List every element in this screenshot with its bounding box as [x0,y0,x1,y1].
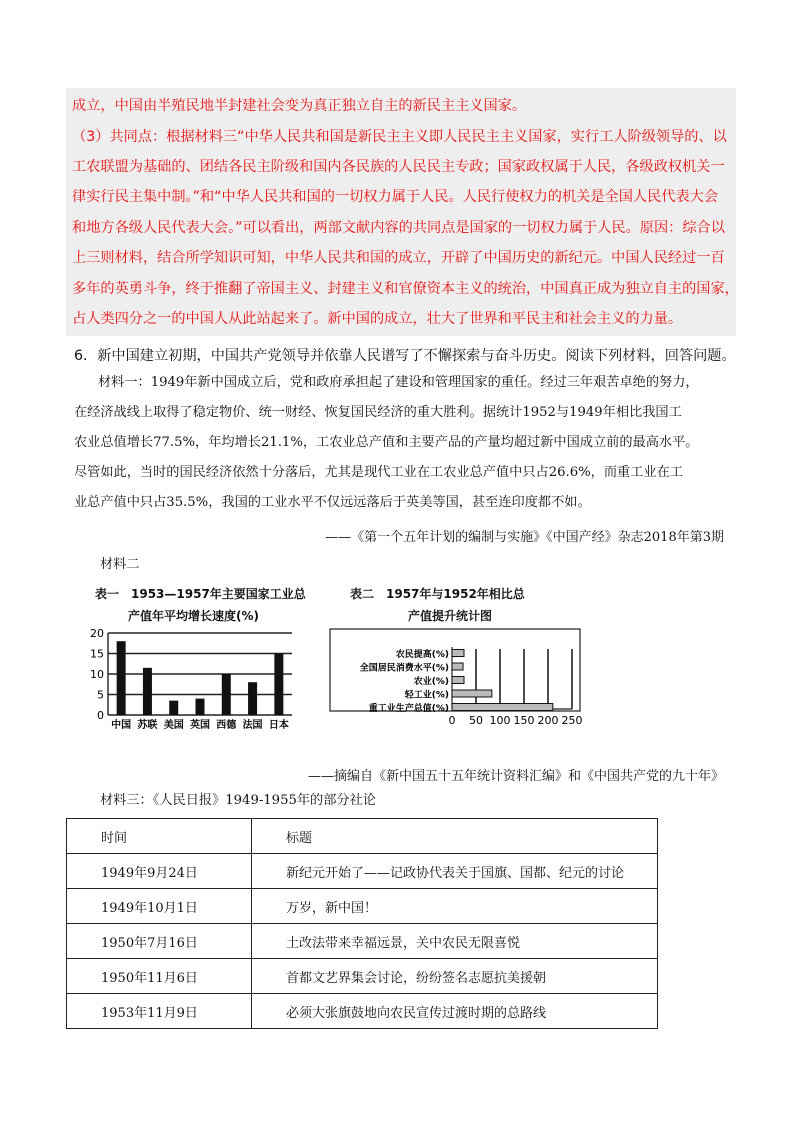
table-row [67,959,658,994]
y-tick-label: 10 [90,668,104,681]
answer-line: 律实行民主集中制。”和“中华人民共和国的一切权力属于人民。人民行使权力的机关是全国人民代表大会 [72,189,719,205]
y-tick-label: 轻工业(%) [404,690,449,701]
table-row [67,889,658,924]
bar [274,654,283,716]
material2-label: 材料二 [100,557,140,572]
y-tick-label: 农民提高(%) [395,650,449,660]
chart2-subtitle: 产值提升统计图 [408,609,493,623]
chart1-subtitle: 产值年平均增长速度(%) [128,609,259,623]
x-tick-label: 法国 [242,720,263,731]
cell-date: 1950年7月16日 [67,924,252,959]
material1-line: 尽管如此，当时的国民经济依然十分落后，尤其是现代工业在工农业总产值中只占26.6%，而重工业在工 [74,465,683,480]
x-tick-label: 100 [489,714,511,727]
bar [452,690,492,697]
answer-line: 和地方各级人民代表大会。”可以看出，两部文献内容的共同点是国家的一切权力属于人民。原因：综合以 [72,220,725,236]
x-tick-label: 苏联 [137,720,158,731]
table-row [67,854,658,889]
cell-title: 首都文艺界集会讨论，纷纷签名志愿抗美援朝 [252,959,658,994]
chart2-svg [320,625,590,735]
y-tick-label: 全国居民消费水平(%) [359,663,449,674]
editorials-table [66,818,658,1029]
header-title: 标题 [252,819,658,854]
y-tick-label: 5 [97,688,104,702]
x-tick-label: 200 [537,714,559,727]
bar [452,663,463,670]
cell-title: 土改法带来幸福远景，关中农民无限喜悦 [252,924,658,959]
y-tick-label: 20 [90,627,104,640]
y-tick-label: 15 [90,647,104,661]
bar [452,650,464,657]
material1-line: 材料一：1949年新中国成立后，党和政府承担起了建设和管理国家的重任。经过三年艰苦卓绝的努力， [98,375,699,390]
cell-date: 1950年11月6日 [67,959,252,994]
bar [143,668,152,715]
x-tick-label: 英国 [190,720,210,731]
chart2-title: 表二 1957年与1952年相比总 [350,587,525,601]
x-tick-label: 150 [513,714,535,727]
cell-date: 1953年11月9日 [67,994,252,1029]
answer-line: （3）共同点：根据材料三“中华人民共和国是新民主主义即人民民主主义国家，实行工人阶级领导的、以 [72,129,727,145]
y-tick-label: 重工业生产总值(%) [368,704,449,714]
x-tick-label: 美国 [163,720,184,731]
question-stem: 6．新中国建立初期，中国共产党领导并依靠人民谱写了不懈探索与奋斗历史。阅读下列材料，回答问题。 [74,348,736,364]
cell-date: 1949年9月24日 [67,854,252,889]
table-row [67,994,658,1029]
bar [452,677,464,684]
x-tick-label: 250 [561,714,583,727]
cell-date: 1949年10月1日 [67,889,252,924]
header-time: 时间 [67,819,252,854]
material3-title: 材料三：《人民日报》1949-1955年的部分社论 [100,793,376,808]
table-row [67,924,658,959]
answer-line: 占人类四分之一的中国人从此站起来了。新中国的成立，壮大了世界和平民主和社会主义的力量。 [72,311,683,327]
x-tick-label: 日本 [268,720,289,731]
answer-line: 多年的英勇斗争，终于推翻了帝国主义、封建主义和官僚资本主义的统治，中国真正成为独立自主的国家， [72,281,739,297]
y-tick-label: 农业(%) [413,677,449,687]
bar [117,641,126,715]
bar [196,699,205,715]
material1-line: 农业总值增长77.5%，年均增长21.1%，工农业总产值和主要产品的产量均超过新中国成立前的最高水平。 [74,435,699,450]
x-tick-label: 西德 [216,720,237,731]
y-tick-label: 0 [97,709,104,722]
material1-line: 业总产值中只占35.5%，我国的工业水平不仅远远落后于英美等国，甚至连印度都不如。 [74,495,591,510]
answer-line: 上三则材料，结合所学知识可知，中华人民共和国的成立，开辟了中国历史的新纪元。中国人民经过一百 [72,250,725,266]
chart1-svg [80,625,300,735]
x-tick-label: 50 [469,714,483,727]
bar [248,682,257,715]
table-header-row [67,819,658,854]
chart1-title: 表一 1953—1957年主要国家工业总 [95,587,306,601]
material1-line: 在经济战线上取得了稳定物价、统一财经、恢复国民经济的重大胜利。据统计1952与1949年相比我国工 [74,405,682,420]
cell-title: 必须大张旗鼓地向农民宣传过渡时期的总路线 [252,994,658,1029]
x-tick-label: 中国 [111,720,132,731]
bar [452,704,553,711]
material2-source: ——摘编自《新中国五十五年统计资料汇编》和《中国共产党的九十年》 [307,769,724,784]
bar [222,674,231,715]
cell-title: 新纪元开始了——记政协代表关于国旗、国都、纪元的讨论 [252,854,658,889]
cell-title: 万岁，新中国！ [252,889,658,924]
x-tick-label: 0 [448,714,456,727]
bar [169,701,178,715]
answer-line: 工农联盟为基础的、团结各民主阶级和国内各民族的人民民主专政；国家政权属于人民，各级政权机关一 [72,159,725,175]
answer-line: 成立，中国由半殖民地半封建社会变为真正独立自主的新民主主义国家。 [72,98,527,114]
material1-source: ——《第一个五年计划的编制与实施》《中国产经》杂志2018年第3期 [325,530,724,545]
